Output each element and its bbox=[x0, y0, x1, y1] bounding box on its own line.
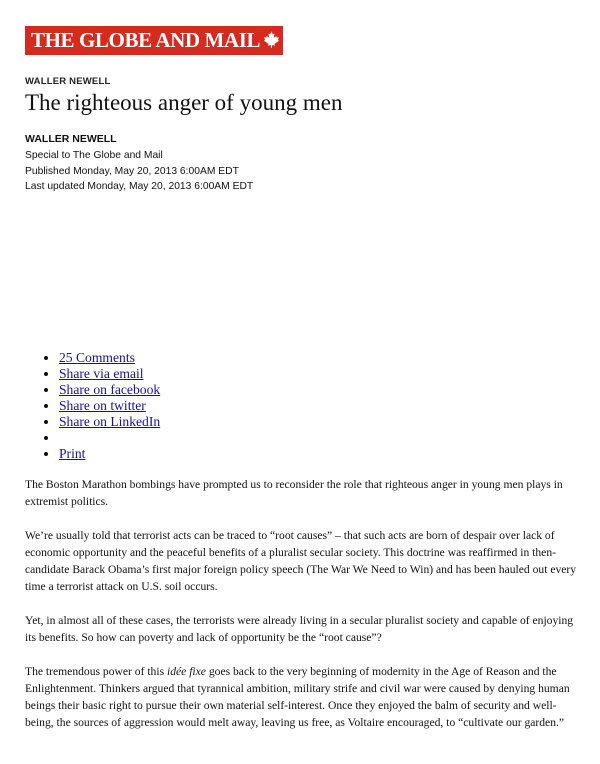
masthead-logo[interactable] bbox=[25, 26, 283, 55]
paragraph-4-italic: idée fixe bbox=[167, 665, 206, 678]
share-facebook-link[interactable]: Share on facebook bbox=[59, 382, 161, 397]
list-item bbox=[59, 446, 160, 462]
paragraph-1: The Boston Marathon bombings have prompted us to reconsider the role that righteous anger in young men plays in extremist politics. bbox=[25, 478, 563, 508]
published-timestamp: Published Monday, May 20, 2013 6:00AM EDT bbox=[25, 165, 239, 177]
byline-author: WALLER NEWELL bbox=[25, 133, 117, 145]
list-item bbox=[59, 366, 160, 382]
paragraph-2: We’re usually told that terrorist acts can be traced to “root causes” – that such acts are born of despair over lack of economic opportunity and the peaceful benefits of a pluralist secular society. This doctrine was reaffirmed in then-candidate Barack Obama’s first major foreign policy speech (The War We Need to Win) and has been hauled out every time a terrorist attack on U.S. soil occurs. bbox=[25, 529, 577, 593]
print-link[interactable]: Print bbox=[59, 446, 86, 461]
author-kicker: WALLER NEWELL bbox=[25, 76, 111, 87]
byline-special: Special to The Globe and Mail bbox=[25, 150, 163, 161]
paragraph-4 bbox=[25, 663, 580, 731]
comments-link[interactable]: 25 Comments bbox=[59, 350, 135, 365]
paragraph-3: Yet, in almost all of these cases, the terrorists were already living in a secular pluralist society and capable of enjoying its benefits. So how can poverty and lack of opportunity be the “root cause”? bbox=[25, 614, 574, 644]
list-item bbox=[59, 414, 160, 430]
article-body bbox=[25, 476, 580, 748]
list-item bbox=[59, 382, 160, 398]
page-title: The righteous anger of young men bbox=[25, 90, 343, 115]
maple-leaf-icon bbox=[264, 31, 279, 48]
share-twitter-link[interactable]: Share on twitter bbox=[59, 398, 146, 413]
share-links-list bbox=[43, 350, 160, 462]
updated-timestamp: Last updated Monday, May 20, 2013 6:00AM EDT bbox=[25, 181, 254, 192]
list-item bbox=[59, 398, 160, 414]
list-item bbox=[59, 350, 160, 366]
masthead-title: THE GLOBE AND MAIL bbox=[31, 28, 261, 52]
paragraph-4-end: goes back to the very beginning of modernity in the Age of Reason and the Enlightenment. Thinkers argued that tyrannical ambition, military strife and civil war were caused by denying human beings their basic right to pursue their own material self-interest. Once they enjoyed the balm of security and well-being, the sources of aggression would melt away, leaving us free, as Voltaire encouraged, to “cultivate our garden.” bbox=[25, 665, 570, 729]
list-item-empty bbox=[59, 430, 160, 446]
byline bbox=[25, 132, 253, 195]
share-email-link[interactable]: Share via email bbox=[59, 366, 144, 381]
paragraph-4-start: The tremendous power of this bbox=[25, 665, 167, 678]
share-linkedin-link[interactable]: Share on LinkedIn bbox=[59, 414, 161, 429]
